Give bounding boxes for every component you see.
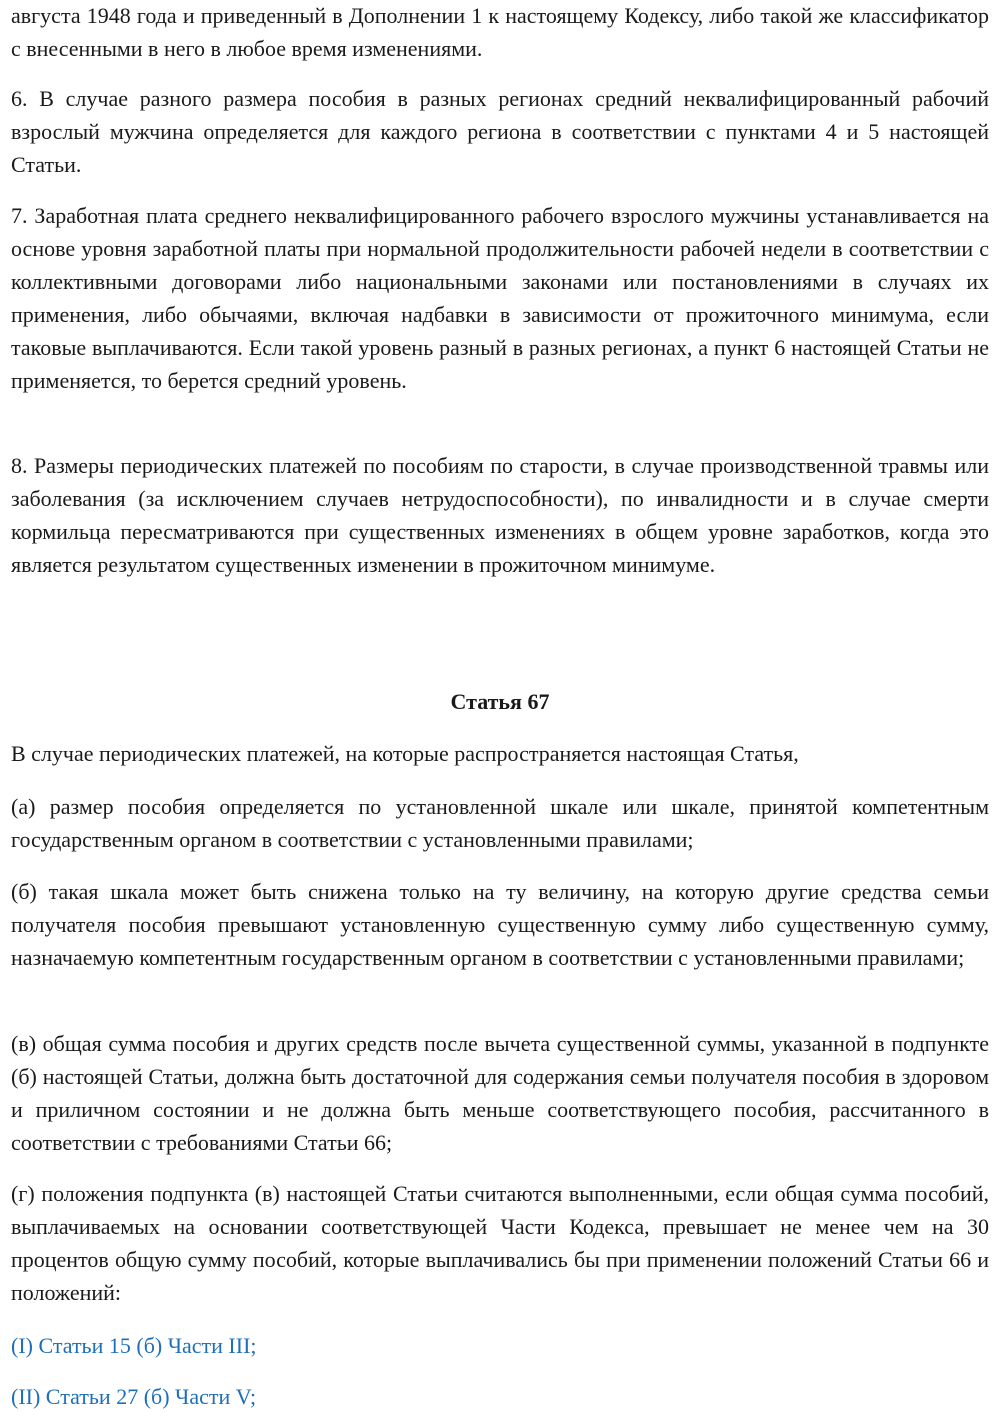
paragraph-intro: августа 1948 года и приведенный в Дополнении 1 к настоящему Кодексу, либо такой же классификатор с внесенными в него в любое время изменениями. [11,3,989,61]
paragraph-7: 7. Заработная плата среднего неквалифицированного рабочего взрослого мужчины устанавливается на основе уровня заработной платы при нормальной продолжительности рабочей недели в соответствии с коллективными договорами либо национальными законами или постановлениями в случаях их применения, либо обычаями, включая надбавки в зависимости от прожиточного минимума, если таковые выплачиваются. Если такой уровень разный в разных регионах, а пункт 6 настоящей Статьи не применяется, то берется средний уровень. [11,203,989,393]
link-article-27[interactable]: (II) Статьи 27 (б) Части V; [11,1384,257,1409]
link-article-15[interactable]: (I) Статьи 15 (б) Части III; [11,1333,257,1358]
item-v: (в) общая сумма пособия и других средств после вычета существенной суммы, указанной в подпункте (б) настоящей Статьи, должна быть достаточной для содержания семьи получателя пособия в здоровом и приличном состоянии и не должна быть меньше соответствующего пособия, рассчитанного в соответствии с требованиями Статьи 66; [11,1031,989,1155]
paragraph-6: 6. В случае разного размера пособия в разных регионах средний неквалифицированный рабочий взрослый мужчина определяется для каждого региона в соответствии с пунктами 4 и 5 настоящей Статьи. [11,86,989,177]
paragraph-8: 8. Размеры периодических платежей по пособиям по старости, в случае производственной травмы или заболевания (за исключением случаев нетрудоспособности), по инвалидности и в случае смерти кормильца пересматриваются при существенных изменениях в общем уровне заработков, когда это является результатом существенных изменении в прожиточном минимуме. [11,453,989,577]
article-heading: Статья 67 [450,689,550,714]
item-a: (а) размер пособия определяется по установленной шкале или шкале, принятой компетентным государственным органом в соответствии с установленными правилами; [11,794,989,852]
article-intro: В случае периодических платежей, на которые распространяется настоящая Статья, [11,741,799,766]
item-g: (г) положения подпункта (в) настоящей Статьи считаются выполненными, если общая сумма пособий, выплачиваемых на основании соответствующей Части Кодекса, превышает не менее чем на 30 процентов общую сумму пособий, которые выплачивались бы при применении положений Статьи 66 и положений: [11,1181,989,1305]
item-b: (б) такая шкала может быть снижена только на ту величину, на которую другие средства семьи получателя пособия превышают установленную существенную сумму либо существенную сумму, назначаемую компетентным государственным органом в соответствии с установленными правилами; [11,879,989,970]
